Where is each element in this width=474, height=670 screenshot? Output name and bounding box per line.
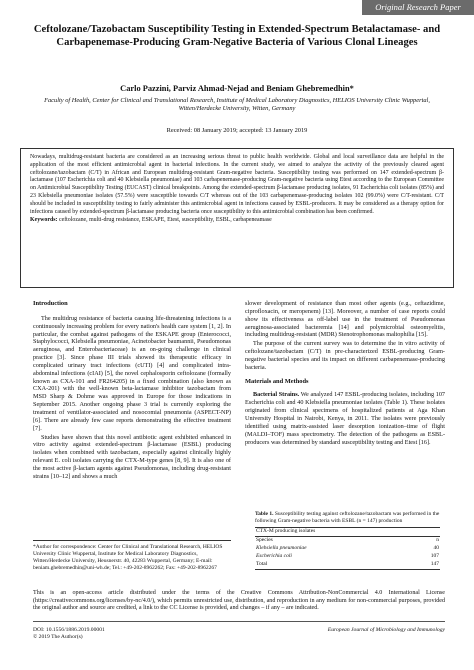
intro-paragraph-2: Studies have shown that this novel antibiotic agent exhibited enhanced in vitro activity against extended-spectrum β-lactamase (ESBL) producing isolates when combined with tazobactam, especially against clinically highly relevant E. coli isolates carrying the CTX-M-type genes [8, 9]. It is also one of the most active β-lactam agents against Pseudomonas, including drug-resistant strains [10–12] and shows a much [33,433,231,480]
table-cell-species [255,545,410,553]
species-name: Escherichia coli [256,553,292,560]
author-affiliation: Faculty of Health, Center for Clinical and Translational Research, Institute of Medical Laboratory Diagnostics, HELIOS University Clinic Wuppertal, Witten/Herdecke University, Witten, Germany [44,97,430,112]
table-caption-label: Table 1. [255,511,274,517]
table-caption [255,511,440,525]
intro-paragraph-1: The multidrug resistance of bacteria causing life-threatening infections is a continuously increasing problem for every nation's health care system [1, 2]. In particular, the combat against pathogens of the ESKAPE group (Enterococci, Staphylococci, Klebsiella pneumoniae, Acinetobacter baumannii, Pseudomonas aeruginosa, and Enterobacteriaceae) is an on-going challenge in clinical practice [3]. Since phase III trials showed its therapeutic efficacy in complicated urinary tract infections (cUTI) [4] and complicated intra-abdominal infections (cIAI) [5], the novel cephalosporin ceftolozane (formally known as CXA-101 and FR264205) in a fixed combination (also known as CXA-201) with the well-known beta-lactamase inhibitor tazobactam from MSD Sharp & Dohme was approved in Europe for those indications in September 2015. Another ongoing phase 3 trial is currently exploring the treatment of ventilator-associated and nosocomial pneumonia (ASPECT-NP) [6]. There are already few case reports demonstrating the effective treatment [7]. [33,314,231,432]
left-column [33,300,231,482]
table-header-row [255,536,440,544]
table-group-row [255,527,440,536]
methods-paragraph-1 [245,391,445,446]
footer-left [33,627,105,641]
methods-paragraph-1-text: We analyzed 147 ESBL-producing isolates, including 107 Escherichia coli and 40 Klebsiella pneumoniae isolates (Table 1). These isolates originated from clinical specimens of hospitalized patients at Aga Khan University Hospital in Nairobi, Kenya, in 2011. The isolates were previously identified using matrix-assisted laser desorption ionization–time of flight (MALDI–TOF) mass spectrometry. The detection of the pathogens as ESBL-producers was determined by standard susceptibility testing and Etest [16]. [245,391,446,446]
intro-paragraph-4: The purpose of the current survey was to determine the in vitro activity of ceftolozane/tazobactam (C/T) in pre-characterized ESBL-producing Gram-negative bacterial species and its impact on different carbapenemase-producing bacteria. [245,340,445,371]
article-type-banner: Original Research Paper [362,0,474,15]
species-name: Klebsiella pneumoniae [256,545,307,552]
abstract-box [20,148,454,288]
copyright-text: © 2019 The Author(s) [33,634,83,640]
table-caption-text: Susceptibility testing against ceftolozane/tazobactam was performed in the following Gram-negative bacteria with ESBL (n = 147) production [255,511,440,524]
keywords-label: Keywords: [30,217,58,224]
table-total-value: 147 [410,561,440,569]
right-column [245,300,445,447]
table-body [255,527,440,570]
introduction-heading: Introduction [33,300,68,307]
bacterial-strains-lead: Bacterial Strains. [253,391,300,399]
table-header-species: Species [256,537,273,544]
intro-paragraph-3: slower development of resistance than most other agents (e.g., ceftazidime, ciprofloxacin, or meropenem) [13]. Moreover, a number of case reports could show its effectiveness as off-label use in the treatment of Pseudomonas aeruginosa-associated bacteremia [14] and polymicrobial osteomyelitis, including multidrug-resistant (MDR) Stenotrophomonas maltophilia [15]. [245,300,445,339]
table-cell-n: 40 [433,545,439,552]
table-group-label: CTX-M producing isolates [255,527,440,536]
table-cell-n: 107 [430,553,439,560]
table-1 [255,511,440,570]
journal-name: European Journal of Microbiology and Immunology [327,627,445,633]
footer-divider [33,621,445,622]
doi-text[interactable]: DOI: 10.1556/1886.2019.00001 [33,627,105,633]
table-total-label: Total [255,561,410,569]
correspondence-footnote: *Author for correspondence: Center for Clinical and Translational Research, HELIOS University Clinic Wuppertal, Institute for Medical Laboratory Diagnostics, Witten/Herdecke University, Heusnerstr. 40, 42283 Wuppertal, Germany; E-mail: beniam.ghebremedhin@uni-wh.de; Tel.: +49-202-8962262; Fax: +49-202-8962267 [33,540,231,572]
author-list: Carlo Pazzini, Parviz Ahmad-Nejad and Beniam Ghebremedhin* [120,84,354,93]
license-statement: This is an open-access article distributed under the terms of the Creative Commons Attribution-NonCommercial 4.0 International License (https://creativecommons.org/licenses/by-nc/4.0/), which permits unrestricted use, distribution, and reproduction in any medium for non-commercial purposes, provided the original author and source are credited, a link to the CC License is provided, and changes – if any – are indicated. [33,590,445,612]
table-row [255,553,440,561]
methods-heading: Materials and Methods [245,377,309,385]
table-header-n: n [436,537,439,544]
table-cell-species [255,553,410,561]
table-total-row [255,561,440,569]
article-title: Ceftolozane/Tazobactam Susceptibility Testing in Extended-Spectrum Betalactamase- and Carbapenemase-Producing Gram-Negative Bacteria of Various Clonal Lineages [33,24,441,48]
abstract-text: Nowadays, multidrug-resistant bacteria are considered as an increasing serious threat to public health worldwide. Global and local surveillance data are helpful in the application of the most efficient antimicrobial agent in bacterial infections. In the current study, we aimed to analyze the activity of the previously cleared agent ceftolozane/tazobactam (C/T) in African and European multidrug-resistant Gram-negative bacteria. Susceptibility testing was performed on 147 extended-spectrum β-lactamase (107 Escherichia coli and 40 Klebsiella pneumoniae) and 103 carbapenemase-producing Gram-negative bacteria using Etest according to the European Committee on Antimicrobial Susceptibility Testing (EUCAST) clinical breakpoints. Among the extended-spectrum β-lactamase producing isolates, 91 Escherichia coli isolates (85%) and 23 Klebsiella pneumoniae isolates (57.5%) were susceptible towards C/T whereas out of the 103 carbapenemase-producing isolates 102 (99.0%) were C/T-resistant. C/T should be included in susceptibility testing to fairly administer this antimicrobial agent in infections caused by ESBL-producers. It may be considered as a therapy option for infections caused by extended-spectrum β-lactamase producing bacteria once susceptibility to this antimicrobial combination has been confirmed. [30,154,444,215]
keywords [30,217,444,225]
table-row [255,545,440,553]
received-dates: Received: 08 January 2019; accepted: 13 January 2019 [166,127,308,134]
keywords-text: ceftolozane, multi-drug resistance, ESKAPE, Etest, susceptibility, ESBL, carbapeneamase [58,217,272,224]
